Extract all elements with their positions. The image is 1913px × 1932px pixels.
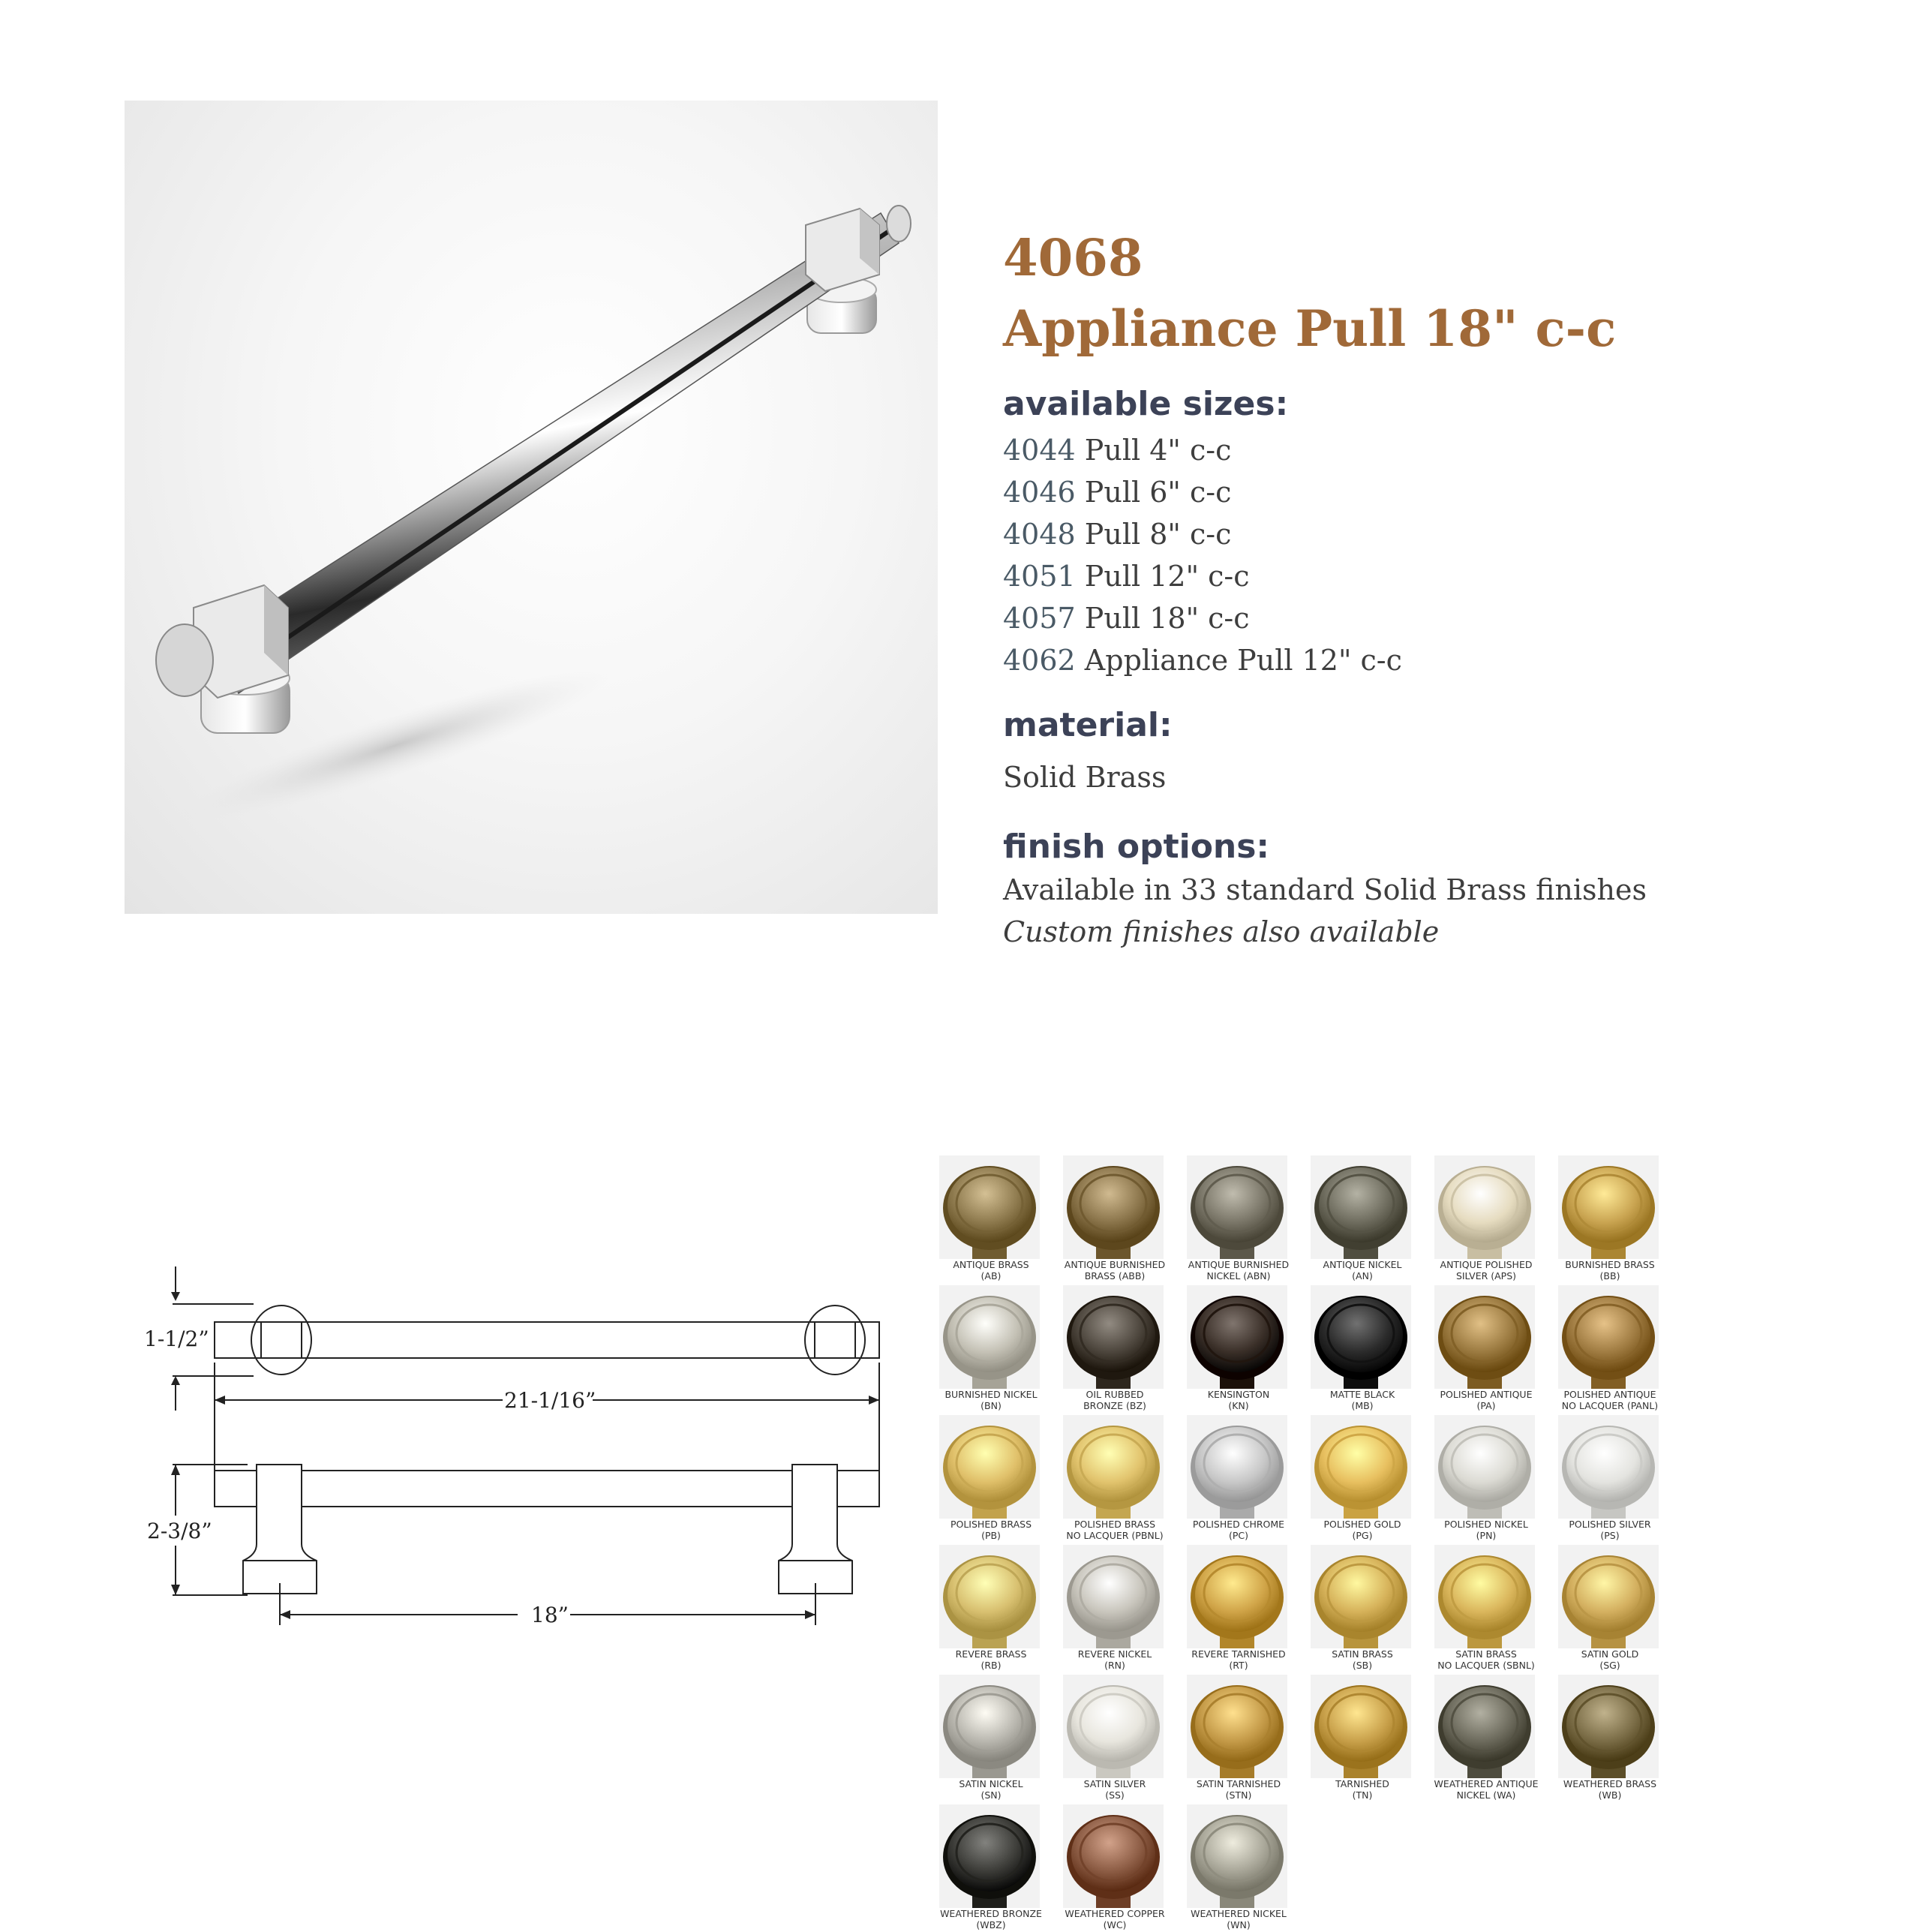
finish-label: BURNISHED BRASS (BB) [1565,1259,1655,1281]
finish-swatch [1434,1675,1538,1802]
finish-label: POLISHED CHROME (PC) [1192,1519,1285,1541]
finish-swatch [1558,1155,1662,1283]
finish-label: SATIN BRASS (SB) [1332,1648,1393,1671]
finish-swatch [1558,1415,1662,1543]
size-code: 4051 [1003,560,1076,593]
finish-label: ANTIQUE BRASS (AB) [953,1259,1029,1281]
finish-label: POLISHED ANTIQUE NO LACQUER (PANL) [1561,1389,1659,1411]
sizes-heading: available sizes: [1003,385,1289,423]
finish-label: POLISHED NICKEL (PN) [1444,1519,1528,1541]
finish-swatch [1434,1155,1538,1283]
size-item [1003,429,1866,471]
finish-label: WEATHERED BRONZE (WBZ) [940,1908,1042,1930]
finish-swatch [939,1155,1043,1283]
size-desc: Pull 12" c-c [1075,560,1250,593]
finish-label: ANTIQUE NICKEL (AN) [1323,1259,1402,1281]
finish-swatch [1311,1155,1414,1283]
finish-swatch [1063,1155,1167,1283]
finish-label: SATIN BRASS NO LACQUER (SBNL) [1437,1648,1535,1671]
finish-standard-text: Available in 33 standard Solid Brass finishes [1003,873,1647,906]
finish-swatch [1063,1675,1167,1802]
finish-label: WEATHERED ANTIQUE NICKEL (WA) [1434,1778,1539,1801]
finish-swatch [939,1285,1043,1413]
finish-swatch [939,1545,1043,1672]
finish-knob-image [1434,1285,1535,1389]
finish-knob-image [939,1155,1040,1259]
size-desc: Appliance Pull 12" c-c [1075,644,1402,677]
finish-swatch [1558,1285,1662,1413]
finish-swatch [939,1675,1043,1802]
finish-swatch [1187,1285,1290,1413]
finish-label: SATIN GOLD (SG) [1581,1648,1639,1671]
side-view-bar [215,1471,879,1507]
size-desc: Pull 6" c-c [1075,476,1232,509]
size-code: 4048 [1003,518,1076,551]
side-view-post-left [243,1465,317,1594]
finish-knob-image [1311,1675,1411,1778]
side-view-post-right [779,1465,852,1594]
finish-knob-image [1063,1675,1164,1778]
finish-swatch [1434,1415,1538,1543]
material-value: Solid Brass [1003,761,1167,794]
finish-knob-image [1187,1155,1287,1259]
finish-label: SATIN SILVER (SS) [1083,1778,1146,1801]
finish-label: WEATHERED NICKEL (WN) [1191,1908,1287,1930]
size-code: 4057 [1003,602,1076,635]
finish-label: OIL RUBBED BRONZE (BZ) [1083,1389,1146,1411]
size-code: 4046 [1003,476,1076,509]
finish-knob-image [1311,1155,1411,1259]
product-photo [125,101,938,914]
material-heading: material: [1003,706,1173,744]
product-sku: 4068 [1003,228,1143,287]
dimension-drawing [128,1260,900,1636]
finish-knob-image [1187,1804,1287,1908]
finish-label: KENSINGTON (KN) [1207,1389,1270,1411]
finish-knob-image [1063,1804,1164,1908]
finish-knob-image [939,1285,1040,1389]
finish-swatch [1187,1155,1290,1283]
finish-label: POLISHED BRASS (PB) [950,1519,1032,1541]
finish-swatch [1187,1415,1290,1543]
finish-swatch [1434,1285,1538,1413]
finish-swatch [1187,1804,1290,1932]
finish-knob-image [1063,1285,1164,1389]
finish-swatch [1311,1415,1414,1543]
finish-swatch [1558,1675,1662,1802]
finish-swatch [1558,1545,1662,1672]
dim-overall-label: 21-1/16” [504,1388,596,1413]
finish-knob-image [1558,1155,1659,1259]
finish-swatch [1311,1545,1414,1672]
size-item [1003,471,1866,513]
finish-label: REVERE BRASS (RB) [955,1648,1027,1671]
finish-swatch-grid [939,1155,1659,1930]
finish-knob-image [1558,1545,1659,1648]
size-desc: Pull 8" c-c [1075,518,1232,551]
size-desc: Pull 18" c-c [1075,602,1250,635]
finish-knob-image [1311,1285,1411,1389]
finish-knob-image [1187,1415,1287,1519]
size-code: 4044 [1003,434,1076,467]
top-view-bar [215,1322,879,1358]
size-item [1003,639,1866,681]
finish-knob-image [939,1804,1040,1908]
finish-label: MATTE BLACK (MB) [1329,1389,1395,1411]
size-item [1003,513,1866,555]
finish-swatch [1187,1545,1290,1672]
finish-label: REVERE NICKEL (RN) [1077,1648,1152,1671]
finish-swatch [939,1804,1043,1932]
product-info [1003,225,1866,953]
finish-label: WEATHERED BRASS (WB) [1563,1778,1657,1801]
dim-projection-label: 2-3/8” [147,1519,212,1543]
finish-knob-image [1558,1675,1659,1778]
size-code: 4062 [1003,644,1076,677]
appliance-pull-image [125,101,938,914]
finish-knob-image [1187,1545,1287,1648]
finish-label: BURNISHED NICKEL (BN) [944,1389,1038,1411]
finish-label: POLISHED SILVER (PS) [1569,1519,1651,1541]
finish-swatch [1311,1285,1414,1413]
finish-label: TARNISHED (TN) [1335,1778,1389,1801]
finish-knob-image [1558,1285,1659,1389]
finish-label: ANTIQUE BURNISHED BRASS (ABB) [1064,1259,1166,1281]
finish-label: SATIN NICKEL (SN) [959,1778,1023,1801]
finish-knob-image [1434,1415,1535,1519]
finish-heading: finish options: [1003,828,1270,866]
finish-swatch [1311,1675,1414,1802]
finish-knob-image [1434,1675,1535,1778]
finish-knob-image [939,1415,1040,1519]
finish-label: POLISHED ANTIQUE (PA) [1440,1389,1533,1411]
dim-height-label: 1-1/2” [144,1327,209,1351]
product-title: Appliance Pull 18" c-c [1003,299,1617,358]
finish-knob-image [1434,1155,1535,1259]
finish-knob-image [939,1675,1040,1778]
size-item [1003,597,1866,639]
finish-knob-image [1063,1415,1164,1519]
finish-knob-image [1311,1545,1411,1648]
finish-label: ANTIQUE BURNISHED NICKEL (ABN) [1188,1259,1290,1281]
finish-knob-image [1063,1155,1164,1259]
finish-custom-text: Custom finishes also available [1003,915,1440,948]
finish-label: WEATHERED COPPER (WC) [1065,1908,1165,1930]
size-desc: Pull 4" c-c [1075,434,1232,467]
finish-swatch [1063,1415,1167,1543]
finish-knob-image [939,1545,1040,1648]
finish-knob-image [1558,1415,1659,1519]
finish-swatch [1063,1285,1167,1413]
finish-knob-image [1187,1285,1287,1389]
finish-label: REVERE TARNISHED (RT) [1191,1648,1286,1671]
finish-label: ANTIQUE POLISHED SILVER (APS) [1440,1259,1533,1281]
finish-knob-image [1187,1675,1287,1778]
finish-knob-image [1311,1415,1411,1519]
finish-label: POLISHED GOLD (PG) [1323,1519,1401,1541]
sizes-list [1003,429,1866,681]
size-item [1003,555,1866,597]
finish-label: POLISHED BRASS NO LACQUER (PBNL) [1066,1519,1164,1541]
finish-knob-image [1434,1545,1535,1648]
finish-swatch [1063,1545,1167,1672]
finish-swatch [1187,1675,1290,1802]
finish-swatch [1063,1804,1167,1932]
finish-knob-image [1063,1545,1164,1648]
finish-swatch [1434,1545,1538,1672]
dim-cc-label: 18” [531,1603,569,1627]
finish-label: SATIN TARNISHED (STN) [1196,1778,1281,1801]
finish-swatch [939,1415,1043,1543]
